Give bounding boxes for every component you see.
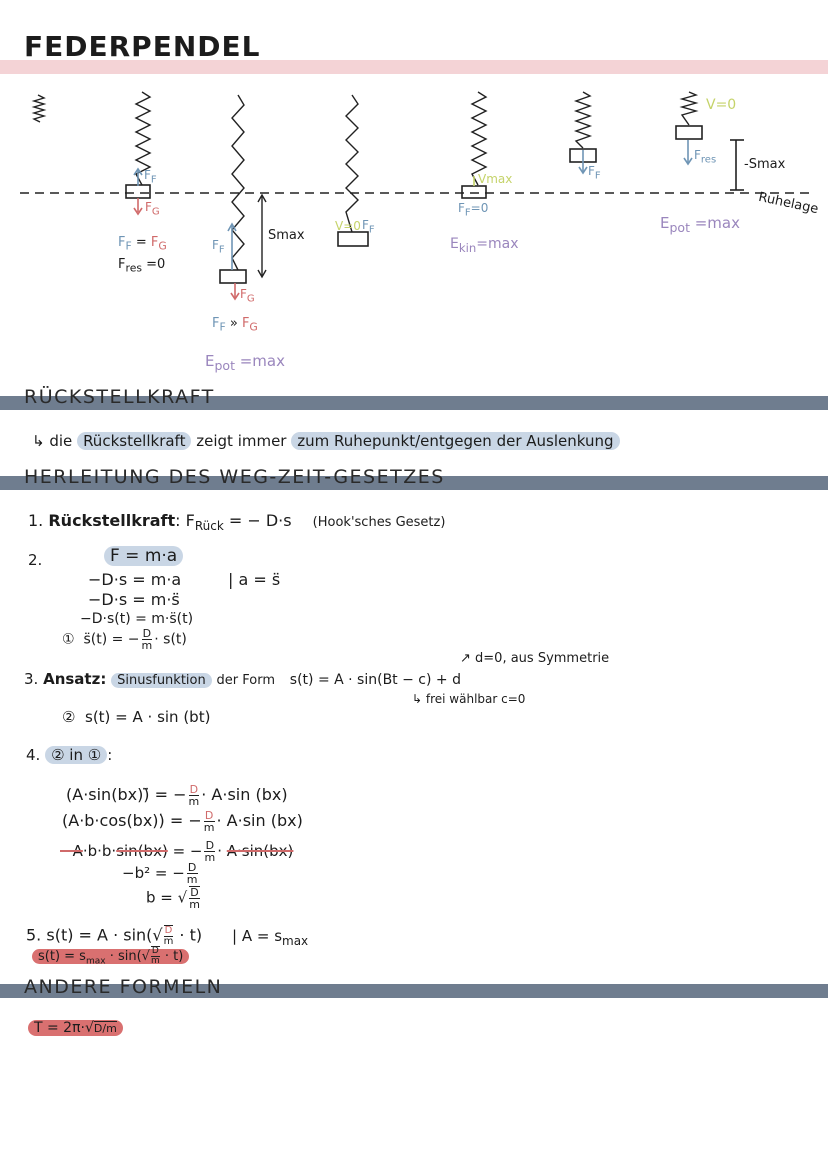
- step-4-line-4: −b² = − $\frac{D}{m}$: [122, 861, 198, 886]
- step-2-line-5: ① s̈(t) = − $\frac{D}{m}$ · s(t): [62, 627, 187, 652]
- energy-ekin-max-4: $E_{kin}=\max$: [450, 236, 519, 255]
- label-v0-6: V=0: [706, 97, 737, 113]
- spring-3: [346, 95, 358, 232]
- label-vmax-4: Vmax: [478, 172, 513, 186]
- step-4-header: 4. ② in ① :: [26, 746, 113, 764]
- label-ff0-4: $F_F=0$: [458, 201, 489, 219]
- step-2-line-1: F = m·a: [104, 546, 183, 566]
- step-5-result-highlight: $s(t) = s_{max} \cdot \sin(√$ $\frac{D}{m}$ · t): [32, 946, 189, 966]
- spring-2: [232, 95, 244, 270]
- step-2-number: 2.: [28, 551, 43, 569]
- step-3-line-2: ② s(t) = A · sin (bt): [62, 708, 211, 726]
- label-ruhelage: Ruhelage: [757, 189, 820, 218]
- spring-6: [682, 92, 696, 125]
- spring-0: [34, 95, 44, 122]
- energy-epot-max-6: $E_{pot} =\max$: [660, 214, 740, 235]
- step-5-line-1: 5. s(t) = A · sin(√ $\frac{D}{m}$ · t): [26, 925, 203, 947]
- label-fres-6: $F_{res}$: [694, 148, 717, 166]
- step-4-line-2: (A·b·cos(bx))̇ = − $\frac{D}{m}$ · A·sin (bx): [62, 809, 303, 834]
- label-v0-3: V=0: [335, 219, 361, 233]
- label-smax-6: -Smax: [744, 157, 786, 172]
- label-smax-2: Smax: [268, 228, 305, 243]
- section-title-herleitung: HERLEITUNG DES WEG-ZEIT-GESETZES: [24, 466, 445, 488]
- page-title: FEDERPENDEL: [24, 30, 261, 63]
- eq-ff-fg-1: $F_F = F_G$: [118, 235, 167, 253]
- label-ff-5: $F_F$: [588, 164, 601, 182]
- step-2-line-2: −D·s = m·a: [88, 570, 182, 589]
- section-title-rueckstellkraft: RÜCKSTELLKRAFT: [24, 386, 215, 408]
- label-ff-3: $F_F$: [362, 218, 375, 236]
- mass-2: [220, 270, 246, 283]
- eq-ff-much-greater-fg: $F_F$ » $F_G$: [212, 316, 258, 334]
- mass-1: [126, 185, 150, 198]
- step-2-line-4: −D·s(t) = m·s̈(t): [80, 611, 194, 627]
- step-1: 1. Rückstellkraft: $F_{Rück}$ = − D·s (Hook'sches Gesetz): [28, 511, 446, 534]
- restoring-force-sentence: ↳ die Rückstellkraft zeigt immer zum Ruhepunkt/entgegen der Auslenkung: [32, 432, 620, 450]
- step-2-line-2-note: | a = s̈: [228, 570, 281, 589]
- step-2-line-3: −D·s = m·s̈: [88, 590, 180, 609]
- step-4-line-5: b = √ $\frac{D}{m}$: [146, 886, 200, 911]
- step-4-line-1: (A·sin(bx))̈ = − $\frac{D}{m}$ · A·sin (bx): [66, 783, 288, 808]
- step-3-note-c: ↳ frei wählbar c=0: [412, 692, 526, 706]
- spring-5: [576, 92, 590, 148]
- label-fg-1: $F_G$: [145, 200, 160, 218]
- step-3: 3. Ansatz: Sinusfunktion der Form s(t) = A · sin(Bt − c) + d: [24, 670, 461, 688]
- eq-fres-1: $F_{res} =0$: [118, 257, 166, 275]
- section-title-andere-formeln: ANDERE FORMELN: [24, 976, 223, 998]
- spring-pendulum-diagram: [0, 0, 828, 400]
- step-4-line-3: −A·b·b·sin(bx) = − $\frac{D}{m}$ · A·sin(bx): [60, 839, 294, 864]
- mass-4: [462, 186, 486, 198]
- period-formula: T = 2π·√D/m: [28, 1020, 123, 1036]
- step-5-note: | $A = s_{max}$: [232, 927, 309, 948]
- step-3-note-d: ↗ d=0, aus Symmetrie: [460, 651, 610, 666]
- mass-6: [676, 126, 702, 139]
- label-fg-2: $F_G$: [240, 287, 255, 305]
- label-ff-1: $F_F$: [144, 168, 157, 186]
- energy-epot-max-2: $E_{pot} =\max$: [205, 352, 285, 373]
- label-ff-2: $F_F$: [212, 238, 225, 256]
